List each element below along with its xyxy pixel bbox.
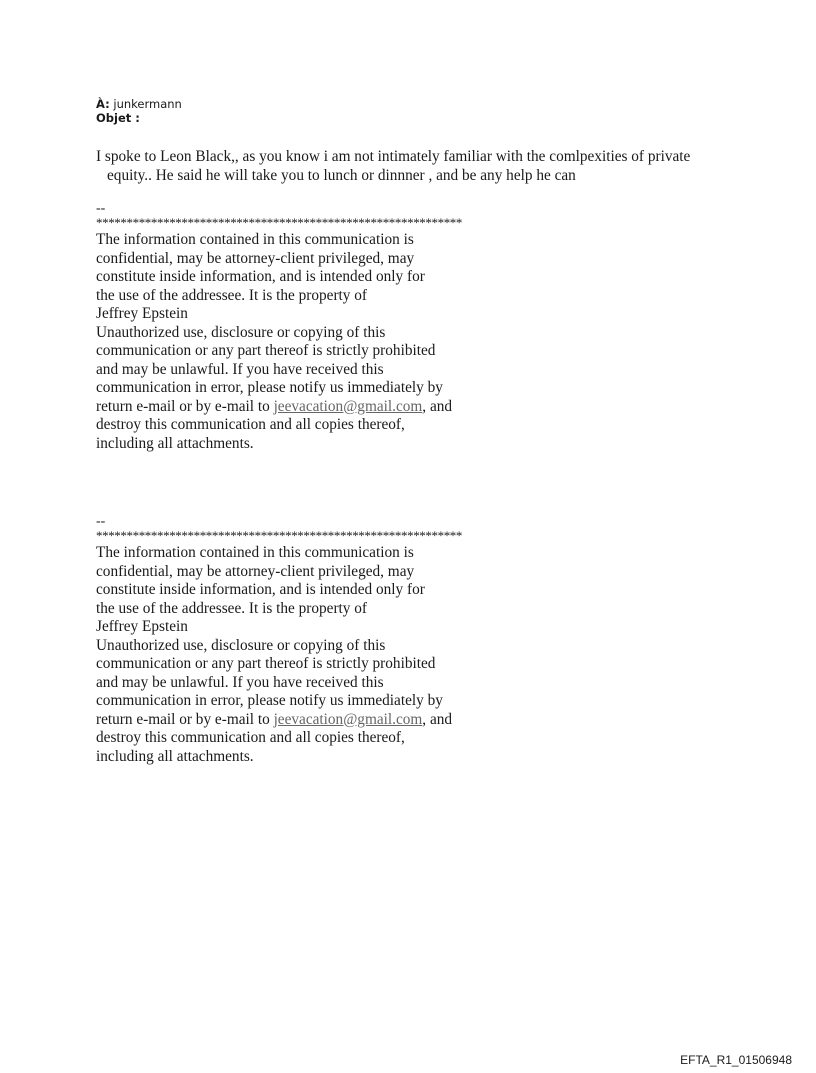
signature-separator-stars: ************************************************************	[96, 215, 463, 230]
disclaimer-line: communication or any part thereof is strictly prohibited	[96, 655, 436, 672]
disclaimer-line: destroy this communication and all copies thereof,	[96, 416, 405, 433]
to-field	[96, 97, 182, 111]
message-line-2: equity.. He said he will take you to lunch or dinnner , and be any help he can	[107, 167, 576, 184]
email-link[interactable]: jeevacation@gmail.com	[273, 397, 423, 415]
disclaimer-line: the use of the addressee. It is the property of	[96, 286, 368, 304]
disclaimer-line: constitute inside information, and is intended only for	[96, 268, 425, 285]
email-prefix: return e-mail or by e-mail to	[96, 397, 274, 415]
disclaimer-line: Jeffrey Epstein	[96, 305, 188, 322]
disclaimer-line: confidential, may be attorney-client privileged, may	[96, 249, 415, 267]
email-suffix: , and	[422, 397, 453, 415]
email-prefix: return e-mail or by e-mail to	[96, 710, 274, 728]
subject-label: Objet :	[96, 111, 140, 125]
disclaimer-line: confidential, may be attorney-client privileged, may	[96, 562, 415, 580]
to-label: À:	[96, 97, 110, 111]
to-value: junkermann	[113, 97, 182, 111]
disclaimer-line: communication or any part thereof is strictly prohibited	[96, 342, 436, 359]
disclaimer-line: including all attachments.	[96, 434, 254, 452]
disclaimer-line: and may be unlawful. If you have received this	[96, 360, 384, 378]
signature-separator-dash: --	[96, 514, 106, 529]
email-link[interactable]: jeevacation@gmail.com	[273, 710, 423, 728]
disclaimer-line: destroy this communication and all copies thereof,	[96, 729, 405, 746]
disclaimer-line: including all attachments.	[96, 747, 254, 765]
disclaimer-email-line	[96, 398, 576, 417]
disclaimer-line: The information contained in this communication is	[96, 231, 414, 248]
disclaimer-email-line	[96, 711, 576, 730]
disclaimer-line: Jeffrey Epstein	[96, 618, 188, 635]
disclaimer-line: communication in error, please notify us immediately by	[96, 692, 443, 709]
message-body	[96, 147, 736, 185]
signature-separator-dash: --	[96, 201, 106, 216]
subject-field	[96, 111, 140, 125]
disclaimer-line: communication in error, please notify us immediately by	[96, 379, 443, 396]
signature-block-2	[96, 515, 576, 766]
message-line-1: I spoke to Leon Black,, as you know i am not intimately familiar with the comlpexities of private	[96, 148, 691, 165]
disclaimer-line: Unauthorized use, disclosure or copying of this	[96, 636, 386, 654]
disclaimer-line: Unauthorized use, disclosure or copying of this	[96, 323, 386, 341]
signature-separator-stars: ************************************************************	[96, 528, 463, 543]
disclaimer-line: and may be unlawful. If you have received this	[96, 673, 384, 691]
document-id: EFTA_R1_01506948	[680, 1053, 792, 1067]
signature-block-1	[96, 202, 576, 453]
disclaimer-line: The information contained in this communication is	[96, 544, 414, 561]
disclaimer-line: the use of the addressee. It is the property of	[96, 599, 368, 617]
disclaimer-line: constitute inside information, and is intended only for	[96, 581, 425, 598]
email-suffix: , and	[422, 710, 453, 728]
